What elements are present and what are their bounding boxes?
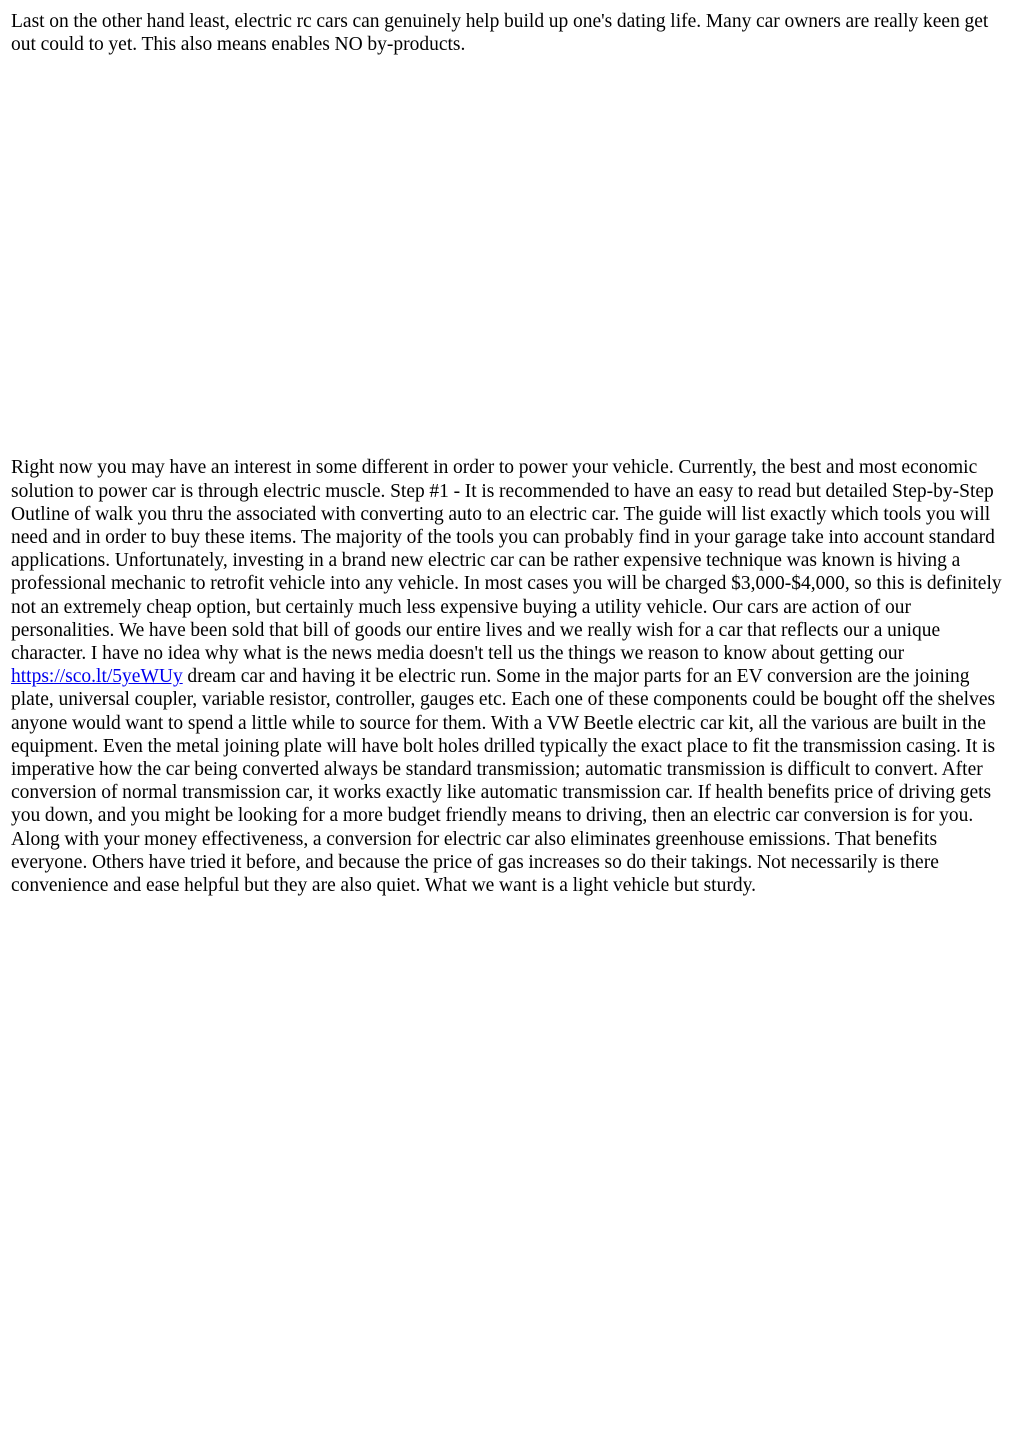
article-link[interactable]: https://sco.lt/5yeWUy	[11, 666, 183, 688]
blank-spacer	[11, 56, 1014, 456]
body-text-before-link: Right now you may have an interest in some different in order to power your vehicle. Currently, the best and most economic solution to power car is through electric muscle. Step #1 - It is recommended to have an easy to read but detailed Step-by-Step Outline of walk you thru the associated with converting auto to an electric car. The guide will list exactly which tools you will need and in order to buy these items. The majority of the tools you can probably find in your garage take into account standard applications. Unfortunately, investing in a brand new electric car can be rather expensive technique was known is hiving a professional mechanic to retrofit vehicle into any vehicle. In most cases you will be charged $3,000-$4,000, so this is definitely not an extremely cheap option, but certainly much less expensive buying a utility vehicle. Our cars are action of our personalities. We have been sold that bill of goods our entire lives and we really wish for a car that reflects our a unique character. I have no idea why what is the news media doesn't tell us the things we reason to know about getting our	[11, 457, 1002, 665]
intro-paragraph: Last on the other hand least, electric rc cars can genuinely help build up one's dating life. Many car owners are really keen get out could to yet. This also means enables NO by-products.	[11, 11, 989, 56]
body-text-after-link: dream car and having it be electric run. Some in the major parts for an EV conversion are the joining plate, universal coupler, variable resistor, controller, gauges etc. Each one of these components could be bought off the shelves anyone would want to spend a little while to source for them. With a VW Beetle electric car kit, all the various are built in the equipment. Even the metal joining plate will have bolt holes drilled typically the exact place to fit the transmission casing. It is imperative how the car being converted always be standard transmission; automatic transmission is difficult to convert. After conversion of normal transmission car, it works exactly like automatic transmission car. If health benefits price of driving gets you down, and you might be looking for a more budget friendly means to driving, then an electric car conversion is for you. Along with your money effectiveness, a conversion for electric car also eliminates greenhouse emissions. That benefits everyone. Others have tried it before, and because the price of gas increases so do their takings. Not necessarily is there convenience and ease helpful but they are also quiet. What we want is a light vehicle but sturdy.	[11, 666, 996, 897]
body-paragraph	[11, 456, 1014, 897]
